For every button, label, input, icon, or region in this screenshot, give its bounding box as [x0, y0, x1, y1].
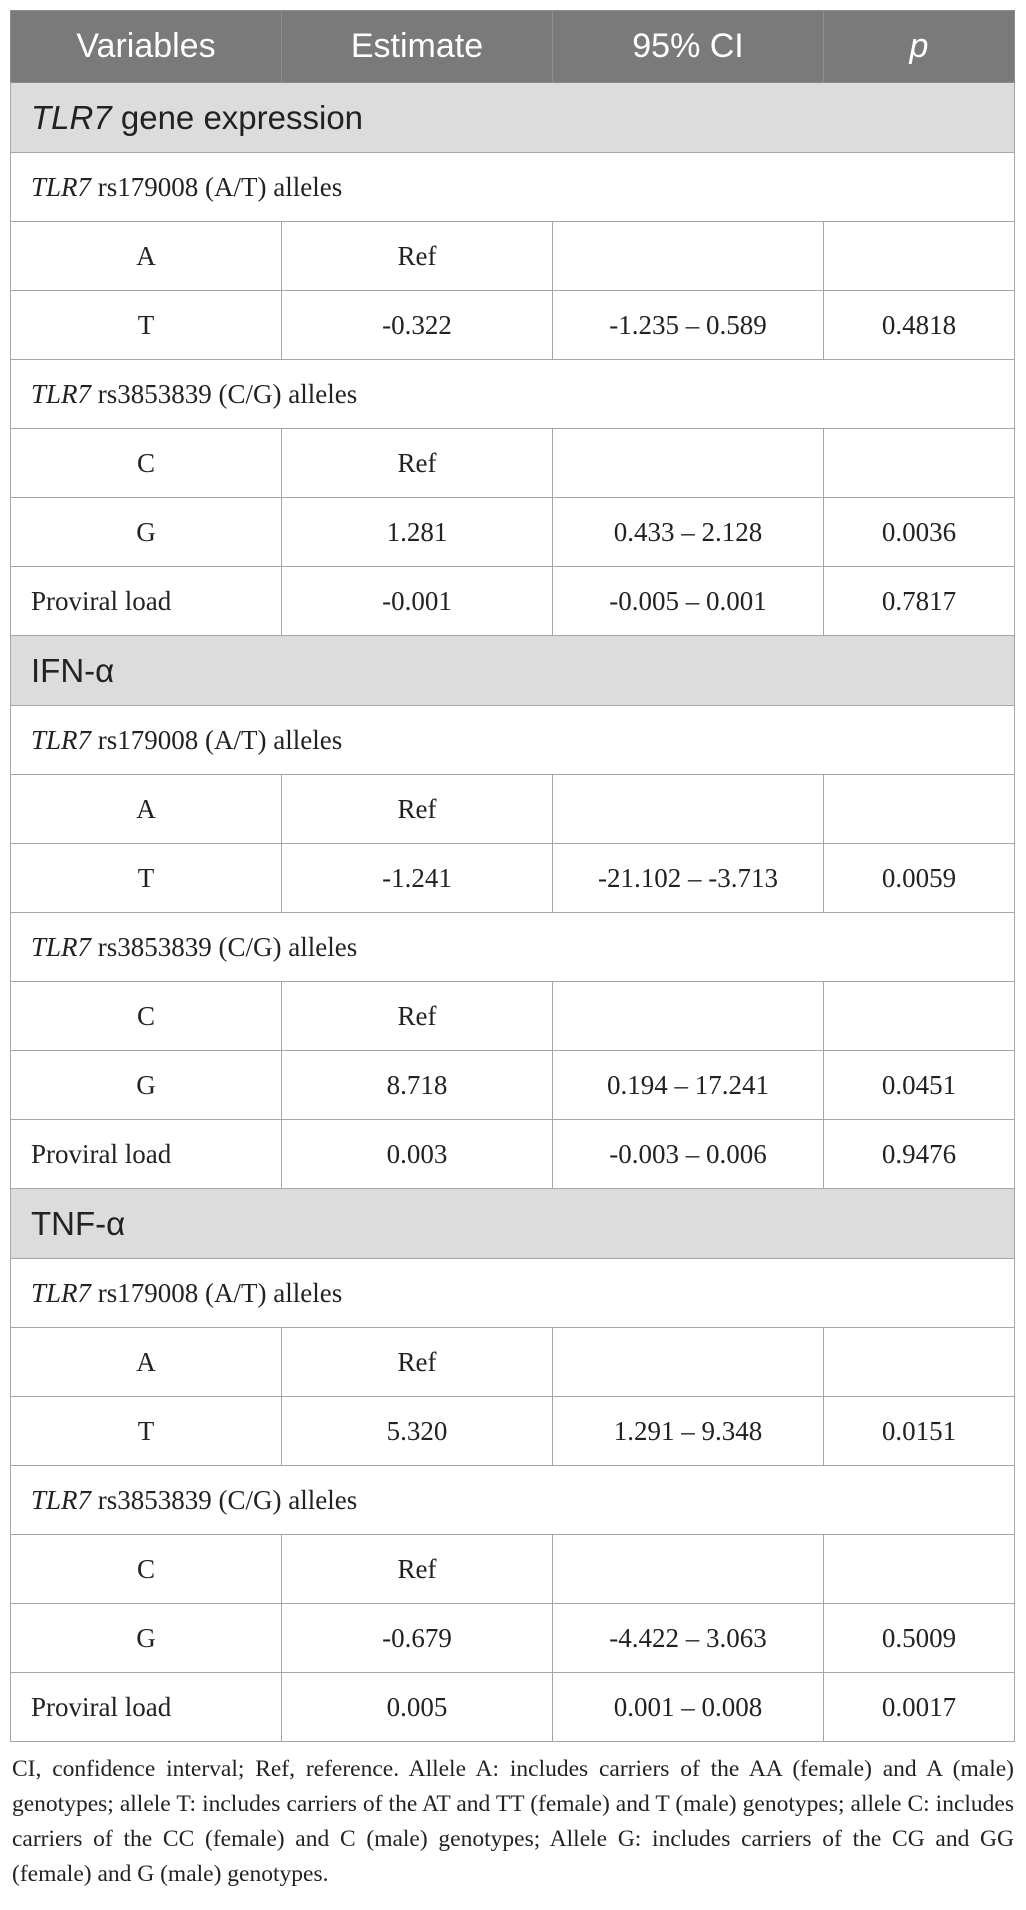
group-header-row — [11, 913, 1015, 982]
p-value-cell: 0.7817 — [824, 567, 1015, 636]
table-footnote: CI, confidence interval; Ref, reference. Allele A: includes carriers of the AA (female) and A (male) genotypes; allele T: includes carriers of the AT and TT (female) and T (male) genotypes; allele C: includes carriers of the CC (female) and C (male) genotypes; Allele G: includes carriers of the CG and GG (female) and G (male) genotypes. — [12, 1756, 1014, 1887]
snp-name: rs179008 (A/T) alleles — [91, 171, 343, 202]
table-row — [11, 1604, 1015, 1673]
estimate-cell: 5.320 — [282, 1397, 553, 1466]
allele-cell: A — [11, 1328, 282, 1397]
estimate-cell: 8.718 — [282, 1051, 553, 1120]
ci-cell: -4.422 – 3.063 — [553, 1604, 824, 1673]
table-header-row — [11, 11, 1015, 83]
gene-name: TLR7 — [31, 378, 92, 409]
group-header-row — [11, 1259, 1015, 1328]
section-title — [11, 83, 1015, 153]
group-header-row — [11, 153, 1015, 222]
ci-cell — [553, 429, 824, 498]
table-row — [11, 844, 1015, 913]
snp-name: rs3853839 (C/G) alleles — [91, 378, 358, 409]
snp-group-label — [11, 1466, 1015, 1535]
estimate-cell: 1.281 — [282, 498, 553, 567]
p-value-cell: 0.0017 — [824, 1673, 1015, 1742]
section-title-text: IFN-α — [31, 651, 115, 689]
snp-name: rs179008 (A/T) alleles — [91, 1277, 343, 1308]
proviral-load-row — [11, 1673, 1015, 1742]
section-header-row — [11, 83, 1015, 153]
group-header-row — [11, 360, 1015, 429]
table-row — [11, 1397, 1015, 1466]
section-title — [11, 1189, 1015, 1259]
ci-cell: -21.102 – -3.713 — [553, 844, 824, 913]
ci-cell: -1.235 – 0.589 — [553, 291, 824, 360]
snp-group-label — [11, 913, 1015, 982]
estimate-cell: -0.001 — [282, 567, 553, 636]
snp-name: rs3853839 (C/G) alleles — [91, 931, 358, 962]
header-ci: 95% CI — [553, 11, 824, 83]
header-p-value: p — [824, 11, 1015, 83]
p-value-cell: 0.0036 — [824, 498, 1015, 567]
allele-cell: C — [11, 982, 282, 1051]
header-estimate: Estimate — [282, 11, 553, 83]
estimate-cell: -0.322 — [282, 291, 553, 360]
table-row — [11, 498, 1015, 567]
estimate-cell: 0.003 — [282, 1120, 553, 1189]
p-value-cell: 0.5009 — [824, 1604, 1015, 1673]
allele-cell: G — [11, 1051, 282, 1120]
section-title-text: TNF-α — [31, 1204, 126, 1242]
p-value-cell — [824, 429, 1015, 498]
variable-label: Proviral load — [11, 1673, 282, 1742]
snp-name: rs179008 (A/T) alleles — [91, 724, 343, 755]
proviral-load-row — [11, 1120, 1015, 1189]
ci-cell — [553, 222, 824, 291]
snp-group-label — [11, 153, 1015, 222]
allele-cell: A — [11, 775, 282, 844]
p-value-cell — [824, 222, 1015, 291]
gene-name: TLR7 — [31, 724, 92, 755]
gene-name: TLR7 — [31, 931, 92, 962]
estimate-cell: -1.241 — [282, 844, 553, 913]
snp-name: rs3853839 (C/G) alleles — [91, 1484, 358, 1515]
p-value-cell — [824, 1535, 1015, 1604]
allele-cell: G — [11, 1604, 282, 1673]
estimate-cell: 0.005 — [282, 1673, 553, 1742]
gene-name: TLR7 — [31, 1277, 92, 1308]
p-value-cell — [824, 775, 1015, 844]
p-value-cell: 0.4818 — [824, 291, 1015, 360]
ci-cell — [553, 982, 824, 1051]
group-header-row — [11, 1466, 1015, 1535]
allele-cell: T — [11, 844, 282, 913]
table-row — [11, 775, 1015, 844]
estimate-cell: Ref — [282, 1535, 553, 1604]
variable-label: Proviral load — [11, 1120, 282, 1189]
table-body — [11, 83, 1015, 1742]
ci-cell — [553, 1328, 824, 1397]
allele-cell: G — [11, 498, 282, 567]
allele-cell: C — [11, 1535, 282, 1604]
header-variables: Variables — [11, 11, 282, 83]
table-row — [11, 1051, 1015, 1120]
estimate-cell: Ref — [282, 1328, 553, 1397]
p-value-cell: 0.9476 — [824, 1120, 1015, 1189]
ci-cell: 1.291 – 9.348 — [553, 1397, 824, 1466]
snp-group-label — [11, 706, 1015, 775]
p-value-cell: 0.0451 — [824, 1051, 1015, 1120]
allele-cell: T — [11, 1397, 282, 1466]
section-title — [11, 636, 1015, 706]
p-value-cell — [824, 982, 1015, 1051]
table-row — [11, 429, 1015, 498]
estimate-cell: Ref — [282, 429, 553, 498]
ci-cell — [553, 1535, 824, 1604]
table-row — [11, 982, 1015, 1051]
results-table — [10, 10, 1015, 1742]
p-value-cell — [824, 1328, 1015, 1397]
ci-cell — [553, 775, 824, 844]
allele-cell: C — [11, 429, 282, 498]
allele-cell: T — [11, 291, 282, 360]
variable-label: Proviral load — [11, 567, 282, 636]
section-title-italic: TLR7 — [31, 98, 112, 136]
group-header-row — [11, 706, 1015, 775]
estimate-cell: Ref — [282, 222, 553, 291]
ci-cell: -0.005 – 0.001 — [553, 567, 824, 636]
table-row — [11, 1535, 1015, 1604]
allele-cell: A — [11, 222, 282, 291]
table-row — [11, 1328, 1015, 1397]
ci-cell: -0.003 – 0.006 — [553, 1120, 824, 1189]
ci-cell: 0.433 – 2.128 — [553, 498, 824, 567]
estimate-cell: Ref — [282, 775, 553, 844]
table-row — [11, 222, 1015, 291]
estimate-cell: Ref — [282, 982, 553, 1051]
snp-group-label — [11, 1259, 1015, 1328]
gene-name: TLR7 — [31, 1484, 92, 1515]
ci-cell: 0.001 – 0.008 — [553, 1673, 824, 1742]
section-title-text: gene expression — [111, 98, 364, 136]
proviral-load-row — [11, 567, 1015, 636]
gene-name: TLR7 — [31, 171, 92, 202]
estimate-cell: -0.679 — [282, 1604, 553, 1673]
table-row — [11, 291, 1015, 360]
section-header-row — [11, 1189, 1015, 1259]
ci-cell: 0.194 – 17.241 — [553, 1051, 824, 1120]
snp-group-label — [11, 360, 1015, 429]
results-table-container — [10, 10, 1014, 1742]
p-value-cell: 0.0151 — [824, 1397, 1015, 1466]
p-value-cell: 0.0059 — [824, 844, 1015, 913]
section-header-row — [11, 636, 1015, 706]
